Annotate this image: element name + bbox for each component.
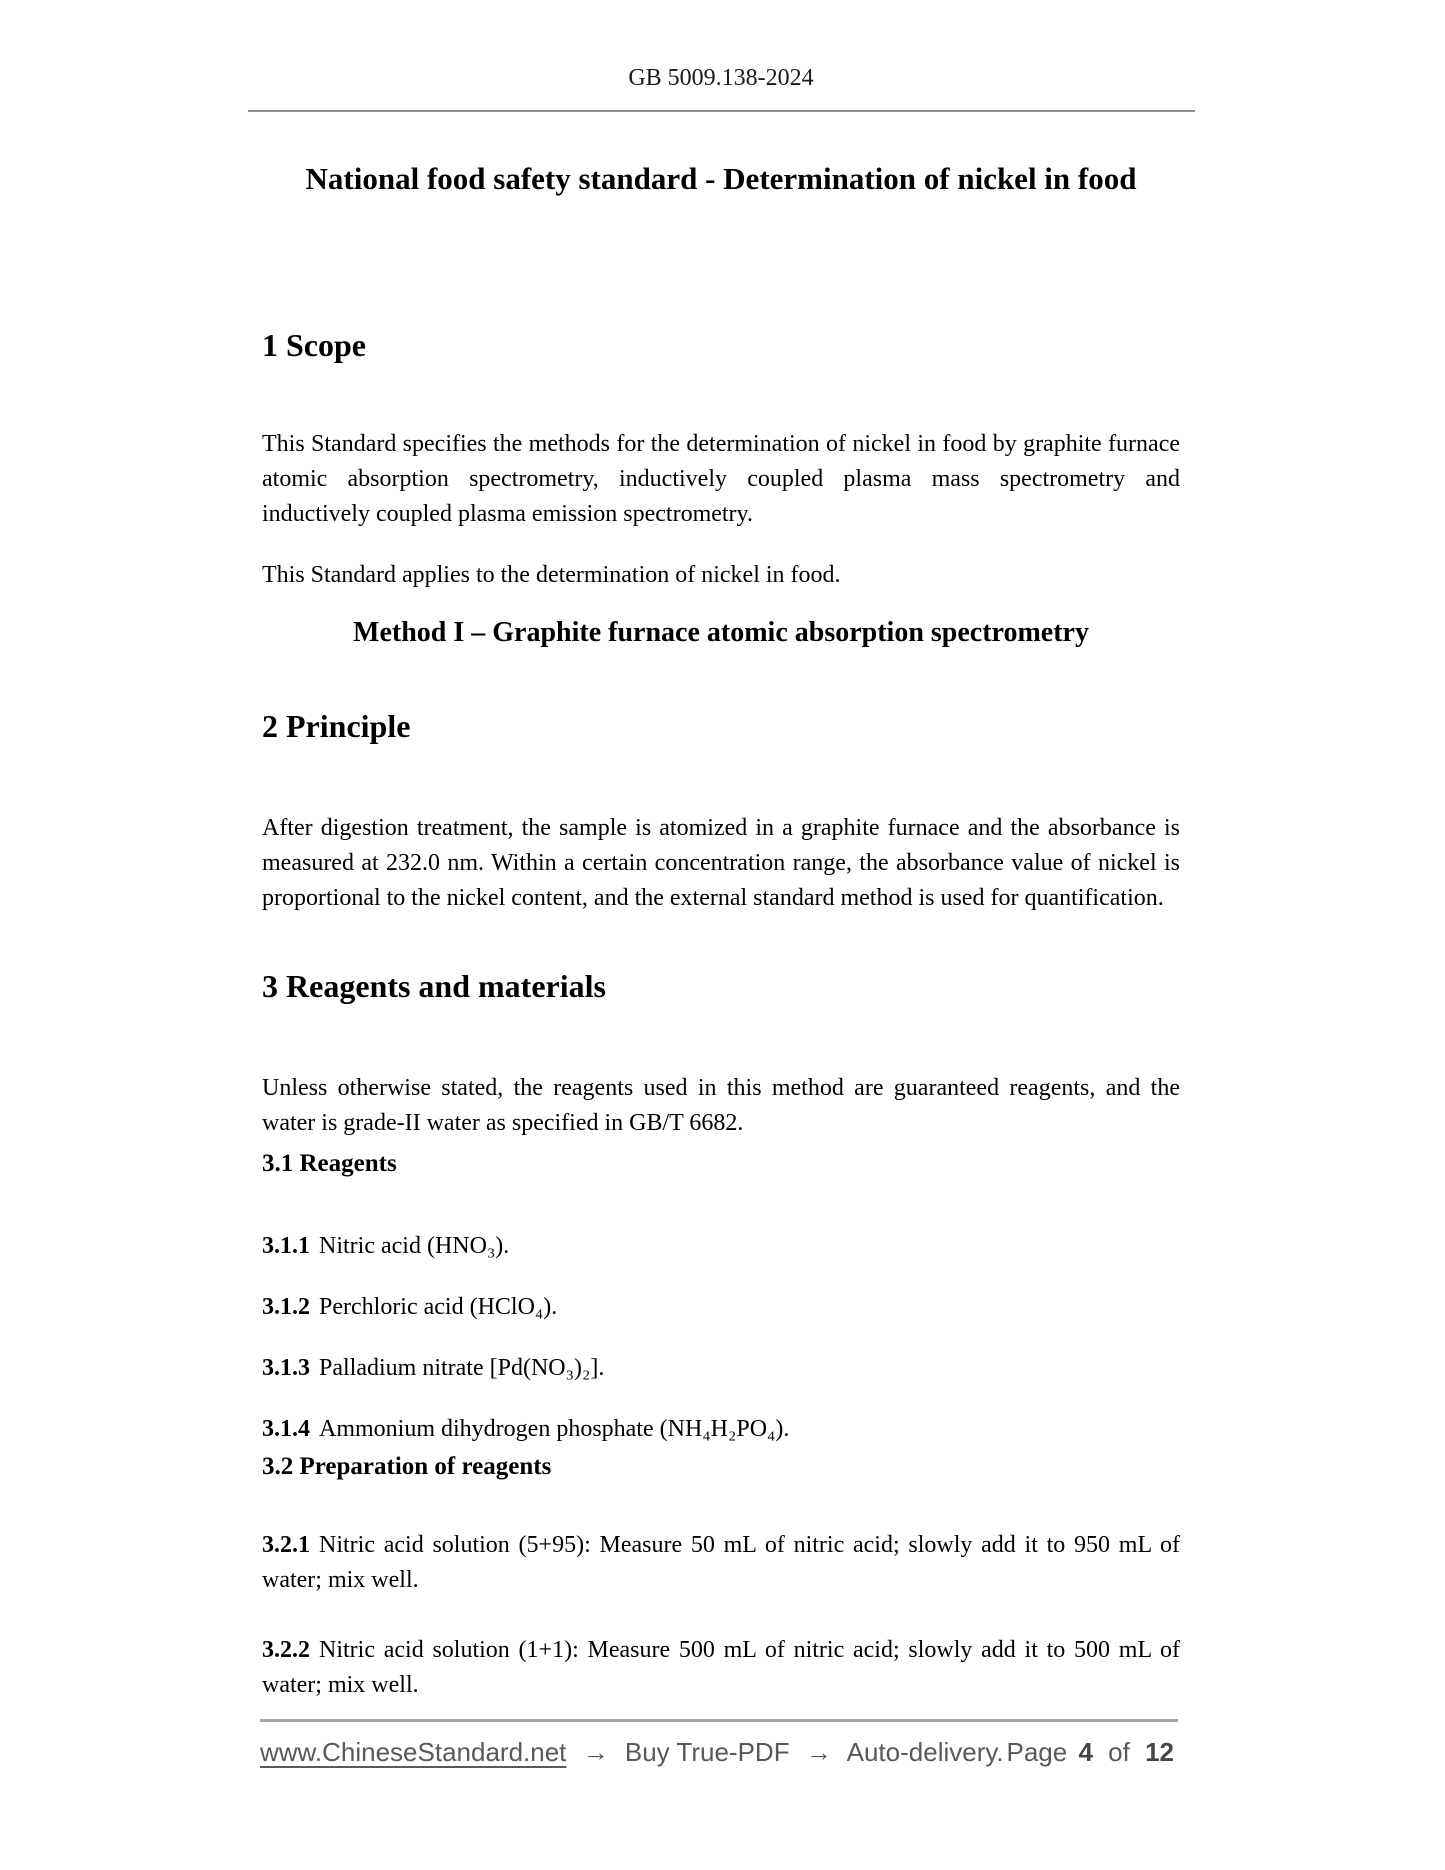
- principle-paragraph: After digestion treatment, the sample is atomized in a graphite furnace and the absorbance is measured at 232.0 nm. Within a certain concentration range, the absorbance value of nickel is proportional to the nickel content, and the external standard method is used for quantification.: [262, 815, 1180, 911]
- item-text: Perchloric acid (HClO₄).: [319, 1294, 558, 1320]
- arrow-icon: →: [582, 1737, 609, 1767]
- auto-delivery-label: Auto-delivery.: [846, 1737, 1004, 1767]
- reagent-item: [262, 1229, 1180, 1264]
- reagent-item: [262, 1412, 1180, 1447]
- reagents-intro: Unless otherwise stated, the reagents used in this method are guaranteed reagents, and the water is grade-II water as specified in GB/T 6682.: [262, 1075, 1180, 1136]
- of-label: of: [1108, 1737, 1130, 1767]
- scope-paragraph-1: This Standard specifies the methods for the determination of nickel in food by graphite furnace atomic absorption spectrometry, inductively coupled plasma mass spectrometry and inductively coupled plasma emission spectrometry.: [262, 431, 1180, 527]
- doc-number: GB 5009.138-2024: [628, 65, 814, 91]
- item-text: Nitric acid solution (1+1): Measure 500 mL of nitric acid; slowly add it to 500 mL of water; mix well.: [262, 1637, 1180, 1698]
- scope-heading: 1 Scope: [262, 327, 366, 363]
- website-link[interactable]: www.ChineseStandard.net: [260, 1737, 567, 1767]
- footer: [260, 1736, 1178, 1768]
- item-text: Nitric acid (HNO₃).: [319, 1233, 510, 1259]
- buy-true-pdf-label: Buy True-PDF: [624, 1737, 790, 1767]
- footer-left: [260, 1736, 1004, 1768]
- arrow-icon: →: [805, 1737, 832, 1767]
- page-number: 4: [1078, 1737, 1093, 1767]
- item-text: Nitric acid solution (5+95): Measure 50 mL of nitric acid; slowly add it to 950 mL of water; mix well.: [262, 1532, 1180, 1593]
- item-number: 3.1.4: [262, 1416, 310, 1442]
- reagent-item: [262, 1351, 1180, 1386]
- page-indicator: [1006, 1736, 1178, 1768]
- preparation-item: [262, 1633, 1180, 1703]
- page-label: Page: [1006, 1737, 1068, 1767]
- method-heading: Method I – Graphite furnace atomic absorption spectrometry: [353, 617, 1089, 648]
- item-text: Palladium nitrate [Pd(NO₃)₂].: [319, 1355, 605, 1381]
- reagent-item: [262, 1290, 1180, 1325]
- reagents-heading: 3 Reagents and materials: [262, 968, 606, 1004]
- item-number: 3.1.2: [262, 1294, 310, 1320]
- item-number: 3.1.1: [262, 1233, 310, 1259]
- total-pages: 12: [1145, 1737, 1174, 1767]
- preparation-heading: 3.2 Preparation of reagents: [262, 1453, 552, 1480]
- item-text: Ammonium dihydrogen phosphate (NH₄H₂PO₄).: [319, 1416, 790, 1442]
- document-title: National food safety standard - Determination of nickel in food: [305, 161, 1137, 196]
- item-number: 3.1.3: [262, 1355, 310, 1381]
- footer-divider: [260, 1719, 1178, 1722]
- principle-heading: 2 Principle: [262, 708, 411, 744]
- header-divider: [248, 110, 1195, 112]
- scope-paragraph-2: This Standard applies to the determination of nickel in food.: [262, 562, 841, 588]
- item-number: 3.2.2: [262, 1637, 310, 1663]
- item-number: 3.2.1: [262, 1532, 310, 1558]
- reagents-sub1-heading: 3.1 Reagents: [262, 1150, 397, 1177]
- preparation-item: [262, 1528, 1180, 1598]
